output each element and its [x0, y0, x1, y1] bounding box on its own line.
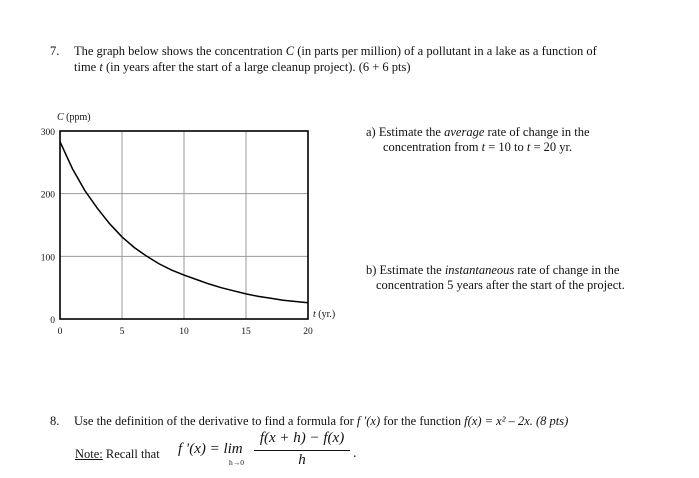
x-tick-label-0: 0 [57, 327, 63, 337]
y-tick-label-0: 0 [50, 316, 55, 326]
problem-8-number: 8. [50, 414, 60, 428]
note-line: Note: Recall that [75, 447, 160, 461]
part-b-line-2: concentration 5 years after the start of the project. [376, 278, 625, 292]
formula-denominator: h [298, 452, 306, 468]
formula-lhs: f ′(x) = lim [178, 441, 243, 457]
x-axis-label: t (yr.) [313, 309, 336, 320]
part-b-line-1: b) Estimate the instantaneous rate of change in the [366, 263, 620, 277]
y-tick-label-100: 100 [40, 253, 55, 264]
problem-7-number: 7. [50, 44, 60, 58]
x-tick-label-15: 15 [241, 327, 251, 337]
y-axis-label: C (ppm) [57, 112, 91, 123]
formula-limit-sub: h→0 [229, 458, 244, 467]
formula-end-period: . [353, 446, 357, 461]
part-a-line-2: concentration from t = 10 to t = 20 yr. [383, 140, 573, 154]
y-tick-label-200: 200 [40, 190, 55, 201]
problem-7-line-1: The graph below shows the concentration C (in parts per million) of a pollutant in a lake as a function of [74, 44, 597, 58]
x-tick-label-20: 20 [303, 327, 313, 337]
part-a-line-1: a) Estimate the average rate of change in the [366, 125, 590, 139]
x-tick-label-10: 10 [179, 327, 189, 337]
note-label: Note: [75, 447, 103, 461]
y-tick-label-300: 300 [40, 128, 55, 138]
fraction-bar [254, 450, 350, 451]
problem-8-statement: Use the definition of the derivative to find a formula for f ′(x) for the function f(x) = x² – 2x. (8 pts) [74, 414, 569, 428]
problem-7-line-2: time t (in years after the start of a large cleanup project). (6 + 6 pts) [74, 60, 411, 74]
x-tick-label-5: 5 [119, 327, 125, 337]
formula-numerator: f(x + h) − f(x) [259, 430, 345, 446]
